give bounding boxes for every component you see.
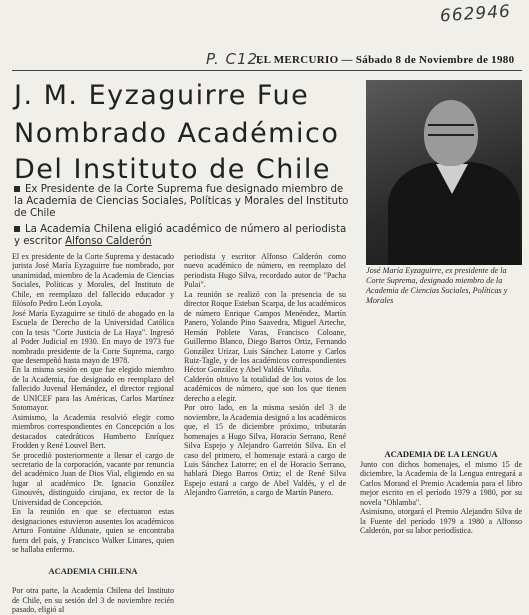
summary-bullet-2-name: Alfonso Calderón (65, 236, 152, 247)
photo-figure-glasses (428, 124, 474, 136)
dateline: EL MERCURIO — Sábado 8 de Noviembre de 1980 (256, 54, 515, 66)
bullet-square-icon (14, 226, 20, 232)
article-column-1-tail (12, 558, 174, 615)
subhead-academia-lengua: ACADEMIA DE LA LENGUA (384, 449, 498, 459)
article-column-3: Junto con dichos homenajes, el mismo 15 de diciembre, la Academia de la Lengua entregará a Carlos Morand el Premio Academia para el libro mejor escrito en el período 1979 a 1980, por su novela "Ohlamba". Asimismo, otorgará el Premio Alejandro Silva de la Fuente del período 1979 a 1980 a Alfonso Calderón, por su labor periodística. (360, 460, 522, 536)
subhead-academia-chilena: ACADEMIA CHILENA (48, 566, 138, 577)
article-column-2: periodista y escritor Alfonso Calderón como nuevo académico de número, en reemplazo del periodista Hugo Silva, recordado autor de "Pacha Pulai". La reunión se realizó con la presencia de su director Roque Esteban Scarpa, de los académicos de número Enrique Campos Menéndez, Martín Panero, Yolando Pino Saavedra, Miguel Arteche, Hernán Poblete Varas, Francisco Coloane, Guillermo Blanco, Diego Barros Ortiz, Fernando González Urízar, Luis Sánchez Latorre y Carlos Ruiz-Tagle, y de los académicos correspondientes Héctor González y Abel Valdés Viñuña. Calderón obtuvo la totalidad de los votos de los académicos de número, que son los que tienen derecho a elegir. Por otro lado, en la misma sesión del 3 de noviembre, la Academia designó a los académicos que, el 15 de diciembre próximo, tributarán homenajes a Hugo Silva, Horacio Serrano, René Silva Espejo y Alejandro Garretón Silva. En el caso del primero, el homenaje estará a cargo de Luis Sánchez Latorre; en el de Horacio Serrano, hablará Diego Barros Ortiz; el de René Silva Espejo estará a cargo de Abel Valdés, y el de Alejandro Garretón, a cargo de Martín Panero. (184, 252, 346, 498)
summary-bullet-2-text: La Academia Chilena eligió académico de número al periodista y escritor (14, 224, 347, 247)
headline-line-1: J. M. Eyzaguirre Fue (14, 80, 310, 111)
headline-line-2: Nombrado Académico (14, 118, 340, 149)
summary-bullet-2 (14, 224, 354, 248)
handwritten-accession-number: 662946 (439, 1, 512, 27)
headline-line-3: Del Instituto de Chile (14, 154, 332, 185)
handwritten-page-mark: P. C12. (206, 50, 264, 68)
portrait-photo (366, 80, 522, 265)
bullet-square-icon (14, 186, 20, 192)
column-1-tail-text: Por otra parte, la Academia Chilena del Instituto de Chile, en su sesión del 3 de noviembre recién pasado, eligió al (12, 586, 174, 615)
photo-caption: José María Eyzaguirre, ex presidente de la Corte Suprema, designado miembro de la Academia de Ciencias Sociales, Políticas y Morales (366, 266, 508, 305)
article-column-1: El ex presidente de la Corte Suprema y destacado jurista José María Eyzaguirre fue nombrado, por unanimidad, miembro de la Academia de Ciencias Sociales, Políticas y Morales, del Instituto de Chile, en reemplazo del fallecido educador y filósofo Pedro León Loyola. José María Eyzaguirre se tituló de abogado en la Escuela de Derecho de la Universidad Católica con la tesis "Corte Justicia de La Haya". Ingresó al Poder Judicial en 1930. En mayo de 1973 fue nombrado presidente de la Corte Suprema, cargo que desempeñó hasta mayo de 1978. En la misma sesión en que fue elegido miembro de la Academia, fue designado en reemplazo del fallecido Juvenal Hernández, el director regional de UNICEF para las Américas, Carlos Martínez Sotomayor. Asimismo, la Academia resolvió elegir como miembros correspondientes en Concepción a los destacados catedráticos Humberto Enríquez Frodden y René Louvel Bert. Se procedió posteriormente a llenar el cargo de secretario de la corporación, vacante por renuncia del académico Juan de Dios Vial, eligiendo en su lugar al académico Dr. Ignacio González Ginouvés, distinguido cirujano, ex rector de la Universidad de Concepción. En la reunión en que se efectuaron estas designaciones estuvieron ausentes los académicos Arturo Fontaine Aldunate, quien se encontraba fuera del país, y Francisco Walker Linares, quien se hallaba enfermo. (12, 252, 174, 555)
header-rule (12, 70, 522, 71)
summary-bullet-1-text: Ex Presidente de la Corte Suprema fue designado miembro de la Academia de Ciencias Sociales, Políticas y Morales del Instituto de Chile (14, 184, 349, 219)
summary-bullet-1 (14, 184, 354, 220)
